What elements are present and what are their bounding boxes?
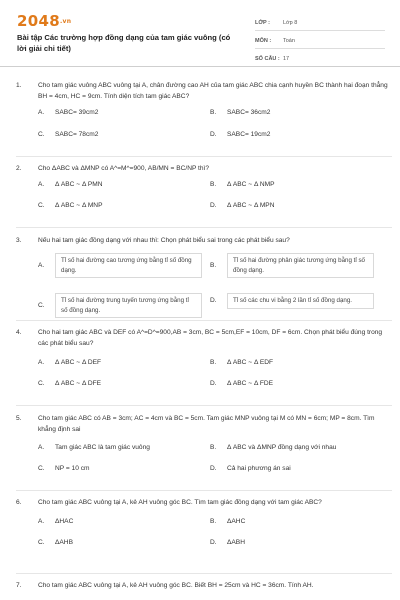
option-text: Δ ABC ~ Δ PMN [55, 181, 103, 188]
question-text: Cho ΔABC và ΔMNP có A^=M^=900, AB/MN = BC/NP thì? [38, 165, 210, 172]
question-text: Cho tam giác ABC vuông tại A, kẻ AH vuông góc BC. Tìm tam giác đồng dạng với tam giác ABC? [38, 499, 322, 506]
option-text: ΔABH [227, 539, 245, 546]
question-text: Cho hai tam giác ABC và DEF có A^=D^=900,AB = 3cm, BC = 5cm,EF = 10cm, DF = 6cm. Chọn phát biểu đúng trong các phát biểu sau? [38, 329, 383, 347]
question-separator [16, 405, 392, 406]
option-b[interactable] [210, 253, 374, 278]
option-b[interactable] [210, 181, 274, 188]
option-text: NP = 10 cm [55, 465, 90, 472]
option-letter: C. [38, 202, 45, 209]
option-letter: A. [38, 109, 45, 116]
option-c[interactable] [38, 465, 90, 472]
meta-key: SỐ CÂU : [255, 56, 280, 62]
question-number: 4. [16, 329, 22, 336]
question-separator [16, 320, 392, 321]
option-letter: A. [38, 444, 45, 451]
option-letter: D. [210, 465, 217, 472]
option-letter: C. [38, 302, 45, 309]
meta-count [255, 52, 385, 67]
option-letter: A. [38, 181, 45, 188]
question-number: 6. [16, 499, 22, 506]
logo-text: 2048 [17, 12, 60, 30]
question-text: Cho tam giác ABC có AB = 3cm; AC = 4cm và BC = 5cm. Tam giác MNP vuông tại M có MN = 6cm; MP = 8cm. Tìm khẳng định sai [38, 415, 375, 433]
option-text: Δ ABC và ΔMNP đồng dạng với nhau [227, 444, 337, 451]
meta-subject [255, 34, 385, 49]
meta-key: MÔN : [255, 38, 272, 44]
option-text: Tỉ số hai đường cao tương ứng bằng tỉ số đồng dạng. [55, 253, 202, 278]
option-c[interactable] [38, 202, 102, 209]
option-text: Tỉ số hai đường trung tuyến tương ứng bằng tỉ số đồng dạng. [55, 293, 202, 318]
document-title: Bài tập Các trường hợp đồng dạng của tam giác vuông (có lời giải chi tiết) [17, 33, 231, 53]
option-text: SABC= 78cm2 [55, 131, 99, 138]
option-c[interactable] [38, 131, 98, 138]
option-a[interactable] [38, 518, 73, 525]
question-6 [16, 497, 392, 555]
option-a[interactable] [38, 444, 150, 451]
question-5 [16, 413, 392, 482]
option-text: ΔAHB [55, 539, 73, 546]
option-text: SABC= 39cm2 [55, 109, 99, 116]
option-letter: C. [38, 465, 45, 472]
option-a[interactable] [38, 359, 101, 366]
option-c[interactable] [38, 293, 202, 318]
option-b[interactable] [210, 518, 245, 525]
option-text: Δ ABC ~ Δ MNP [55, 202, 103, 209]
option-a[interactable] [38, 109, 98, 116]
option-letter: D. [210, 380, 217, 387]
option-text: Δ ABC ~ Δ MPN [227, 202, 275, 209]
options [38, 109, 392, 149]
option-d[interactable] [210, 539, 245, 546]
option-letter: D. [210, 539, 217, 546]
question-number: 5. [16, 415, 22, 422]
option-d[interactable] [210, 380, 273, 387]
question-separator [16, 573, 392, 574]
document-header [0, 0, 400, 62]
question-text: Cho tam giác ABC vuông tại A, kẻ AH vuông góc BC. Biết BH = 25cm và HC = 36cm. Tính AH. [38, 582, 314, 589]
document-meta [255, 16, 385, 70]
question-separator [16, 156, 392, 157]
logo-suffix: .vn [59, 18, 72, 25]
question-text: Cho tam giác vuông ABC vuông tại A, chân đường cao AH của tam giác ABC chia cạnh huyền BC thành hai đoạn thẳng BH = 4cm, HC = 9cm. Tính diện tích tam giác ABC? [38, 82, 388, 100]
options [38, 253, 392, 333]
meta-value: Lớp 8 [283, 20, 298, 26]
option-letter: D. [210, 297, 217, 305]
question-number: 1. [16, 82, 22, 89]
option-text: ΔHAC [55, 518, 74, 525]
option-letter: D. [210, 131, 217, 138]
option-text: Tỉ số hai đường phân giác tương ứng bằng tỉ số đồng dạng. [227, 253, 374, 278]
meta-value: 17 [283, 56, 290, 62]
option-a[interactable] [38, 181, 102, 188]
option-b[interactable] [210, 444, 336, 451]
option-text: Δ ABC ~ Δ DEF [55, 359, 102, 366]
question-separator [16, 227, 392, 228]
question-1 [16, 80, 392, 149]
option-a[interactable] [38, 253, 202, 278]
question-7 [16, 580, 392, 591]
option-letter: B. [210, 444, 217, 451]
option-letter: B. [210, 518, 217, 525]
meta-value: Toán [283, 38, 295, 44]
question-4 [16, 327, 392, 396]
options [38, 515, 392, 555]
option-c[interactable] [38, 539, 73, 546]
option-b[interactable] [210, 109, 270, 116]
options [38, 356, 392, 396]
options [38, 442, 392, 482]
meta-class [255, 16, 385, 31]
option-text: Tam giác ABC là tam giác vuông [55, 444, 150, 451]
question-number: 7. [16, 582, 22, 589]
option-d[interactable] [210, 293, 374, 309]
question-number: 2. [16, 165, 22, 172]
option-letter: B. [210, 359, 217, 366]
option-letter: B. [210, 262, 217, 269]
options [38, 181, 392, 221]
option-letter: B. [210, 109, 217, 116]
option-letter: D. [210, 202, 217, 209]
option-letter: C. [38, 131, 45, 138]
option-text: Δ ABC ~ Δ DFE [55, 380, 102, 387]
option-text: Tỉ số các chu vi bằng 2 lần tỉ số đồng dạng. [227, 293, 374, 309]
option-text: Δ ABC ~ Δ NMP [227, 181, 275, 188]
question-separator [16, 490, 392, 491]
option-letter: A. [38, 359, 45, 366]
option-d[interactable] [210, 131, 270, 138]
question-text: Nếu hai tam giác đồng dạng với nhau thì: Chọn phát biểu sai trong các phát biểu sau? [38, 237, 290, 244]
option-text: SABC= 36cm2 [227, 109, 271, 116]
option-letter: A. [38, 262, 45, 269]
question-3 [16, 235, 392, 333]
option-text: Δ ABC ~ Δ FDE [227, 380, 274, 387]
option-b[interactable] [210, 359, 273, 366]
option-d[interactable] [210, 202, 274, 209]
question-2 [16, 163, 392, 221]
meta-key: LỚP : [255, 20, 270, 26]
option-letter: C. [38, 539, 45, 546]
header-divider [0, 66, 400, 67]
option-text: SABC= 19cm2 [227, 131, 271, 138]
option-text: ΔAHC [227, 518, 246, 525]
option-letter: B. [210, 181, 217, 188]
option-text: Cả hai phương án sai [227, 465, 291, 472]
option-text: Δ ABC ~ Δ EDF [227, 359, 274, 366]
site-logo[interactable] [17, 12, 71, 30]
question-number: 3. [16, 237, 22, 244]
option-letter: C. [38, 380, 45, 387]
option-c[interactable] [38, 380, 101, 387]
option-letter: A. [38, 518, 45, 525]
option-d[interactable] [210, 465, 291, 472]
